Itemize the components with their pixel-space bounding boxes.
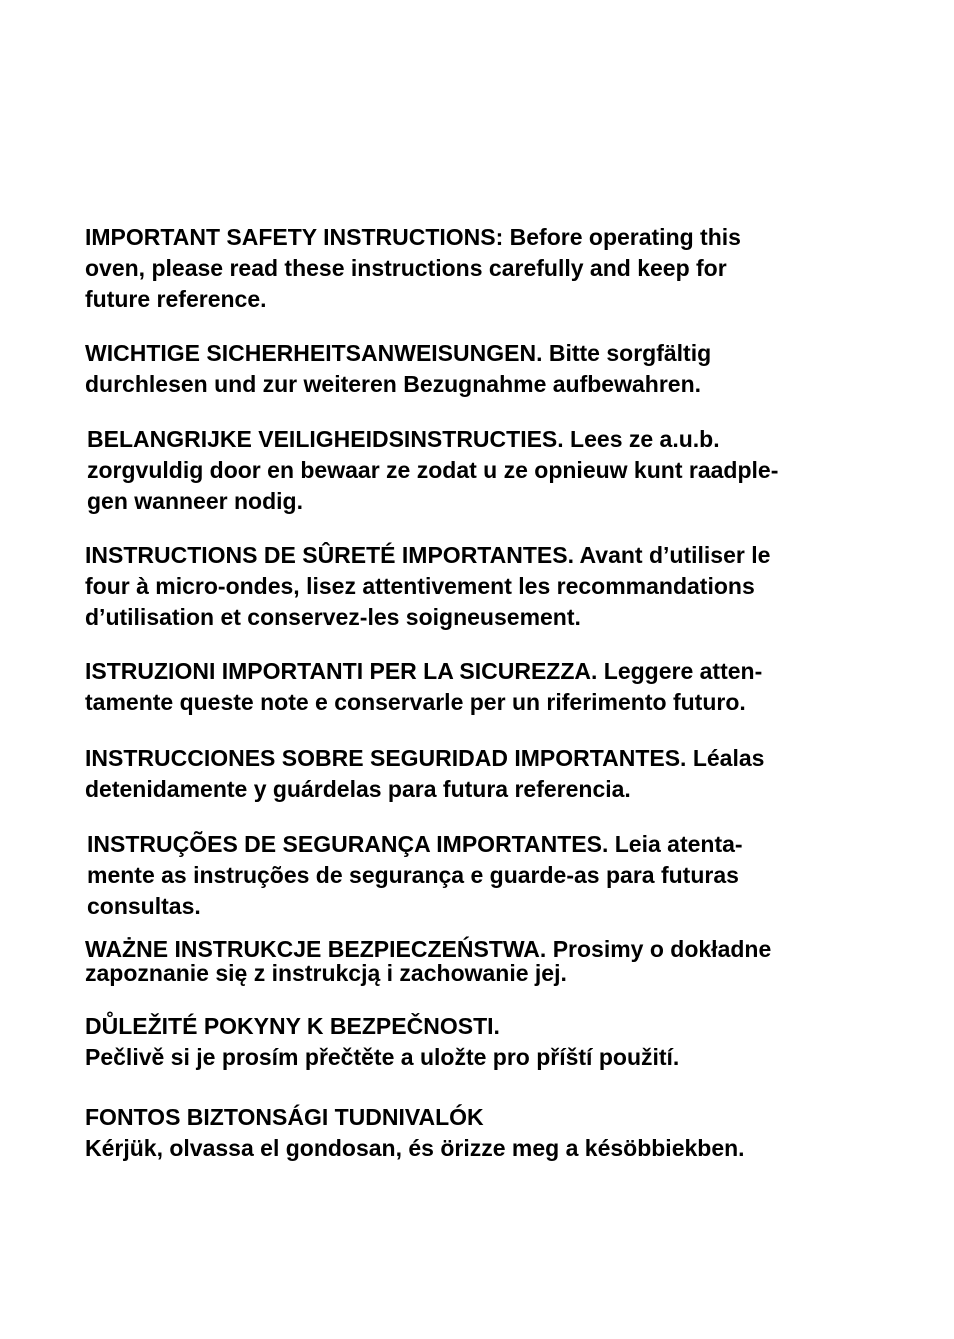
text-line: BELANGRIJKE VEILIGHEIDSINSTRUCTIES. Lees ze a.u.b. [87, 426, 720, 452]
text-line: ISTRUZIONI IMPORTANTI PER LA SICUREZZA. Leggere atten- [85, 658, 763, 684]
text-line: zorgvuldig door en bewaar ze zodat u ze opnieuw kunt raadple- [87, 457, 779, 483]
text-line: mente as instruções de segurança e guarde-as para futuras [87, 862, 739, 888]
text-line: Pečlivě si je prosím přečtěte a uložte pro příští použití. [85, 1044, 680, 1070]
safety-notice-english [85, 222, 885, 315]
text-line: zapoznanie się z instrukcją i zachowanie jej. [85, 960, 567, 986]
text-line: Kérjük, olvassa el gondosan, és örizze meg a késöbbiekben. [85, 1135, 745, 1161]
text-line: gen wanneer nodig. [87, 488, 303, 514]
safety-notice-hungarian [85, 1102, 885, 1164]
text-line: four à micro-ondes, lisez attentivement les recommandations [85, 573, 755, 599]
text-line: consultas. [87, 893, 201, 919]
safety-notice-polish [85, 937, 885, 985]
text-line: future reference. [85, 286, 267, 312]
safety-notice-portuguese [87, 829, 887, 922]
text-line: WAŻNE INSTRUKCJE BEZPIECZEŃSTWA. Prosimy o dokładne [85, 936, 772, 962]
text-line: INSTRUCCIONES SOBRE SEGURIDAD IMPORTANTES. Léalas [85, 745, 765, 771]
text-line: oven, please read these instructions carefully and keep for [85, 255, 727, 281]
text-line: d’utilisation et conservez-les soigneusement. [85, 604, 581, 630]
text-line: INSTRUÇÕES DE SEGURANÇA IMPORTANTES. Leia atenta- [87, 831, 743, 857]
safety-notice-dutch [87, 424, 887, 517]
text-line: FONTOS BIZTONSÁGI TUDNIVALÓK [85, 1104, 484, 1130]
safety-notice-spanish [85, 743, 885, 805]
text-line: detenidamente y guárdelas para futura referencia. [85, 776, 631, 802]
text-line: INSTRUCTIONS DE SÛRETÉ IMPORTANTES. Avant d’utiliser le [85, 542, 771, 568]
text-line: tamente queste note e conservarle per un riferimento futuro. [85, 689, 746, 715]
safety-notice-italian [85, 656, 885, 718]
text-line: WICHTIGE SICHERHEITSANWEISUNGEN. Bitte sorgfältig [85, 340, 712, 366]
safety-notice-german [85, 338, 885, 400]
text-line: DŮLEŽITÉ POKYNY K BEZPEČNOSTI. [85, 1013, 500, 1039]
text-line: durchlesen und zur weiteren Bezugnahme aufbewahren. [85, 371, 702, 397]
safety-notice-french [85, 540, 885, 633]
safety-notice-czech [85, 1011, 885, 1073]
text-line: IMPORTANT SAFETY INSTRUCTIONS: Before operating this [85, 224, 741, 250]
